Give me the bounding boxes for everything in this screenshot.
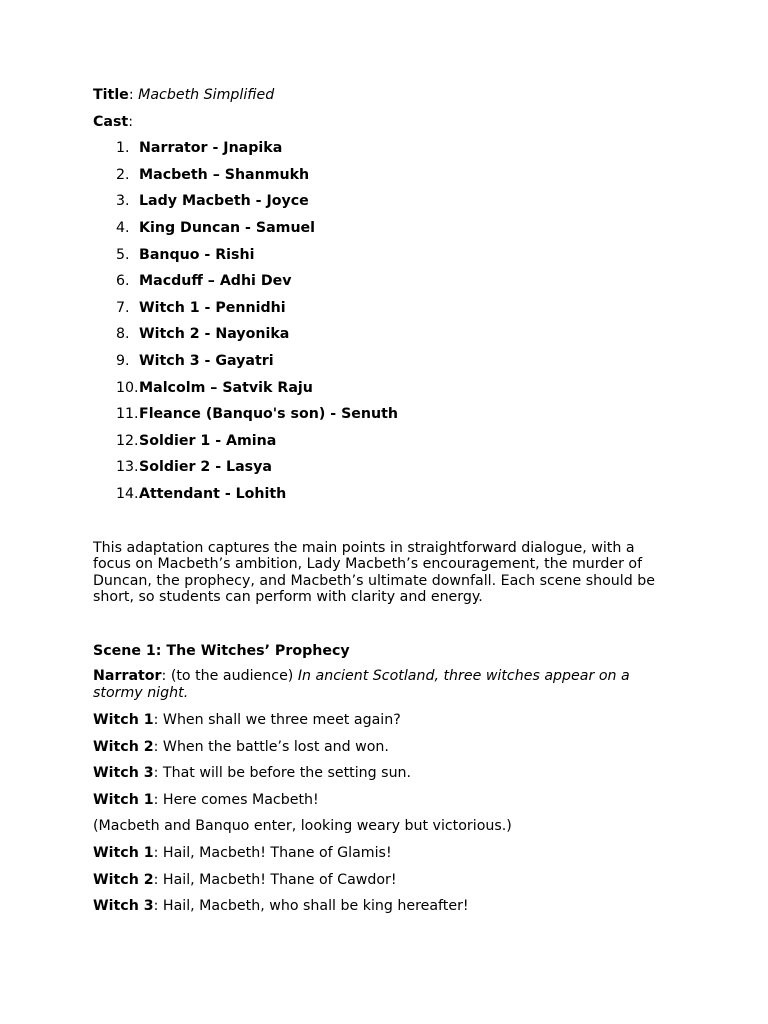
cast-item	[93, 352, 673, 379]
cast-item	[93, 432, 673, 459]
cast-item	[93, 379, 673, 406]
cast-item	[93, 219, 673, 246]
dialogue-text: : When shall we three meet again?	[153, 712, 401, 729]
cast-text: Macduff – Adhi Dev	[139, 273, 292, 290]
cast-item	[93, 485, 673, 512]
cast-number: 6.	[116, 273, 130, 290]
cast-text: Soldier 2 - Lasya	[139, 459, 272, 476]
cast-number: 9.	[116, 352, 130, 369]
narrator-line	[93, 668, 673, 701]
cast-text: Fleance (Banquo's son) - Senuth	[139, 406, 398, 423]
cast-item	[93, 139, 673, 166]
stage-direction-line	[93, 817, 673, 844]
cast-list	[93, 139, 673, 511]
cast-text: Attendant - Lohith	[139, 485, 287, 502]
cast-line: Cast:	[93, 113, 133, 130]
document-page	[93, 86, 673, 924]
cast-number: 1.	[116, 140, 130, 157]
dialogue-line	[93, 738, 673, 765]
cast-number: 14.	[116, 485, 139, 502]
dialogue-line	[93, 871, 673, 898]
cast-item	[93, 246, 673, 273]
cast-number: 13.	[116, 459, 139, 476]
cast-item	[93, 166, 673, 193]
cast-text: Macbeth – Shanmukh	[139, 166, 310, 183]
cast-item	[93, 299, 673, 326]
dialogue-line	[93, 791, 673, 818]
cast-number: 7.	[116, 299, 130, 316]
cast-item	[93, 192, 673, 219]
cast-text: Malcolm – Satvik Raju	[139, 379, 313, 396]
speaker-name: Witch 3	[93, 898, 154, 915]
dialogue-text: : Hail, Macbeth, who shall be king hereafter!	[153, 898, 469, 915]
speaker-name: Witch 1	[93, 791, 154, 808]
dialogue-line	[93, 844, 673, 871]
narration-text: In ancient Scotland, three witches appear on a stormy night.	[93, 668, 630, 701]
dialogue-text: : When the battle’s lost and won.	[153, 738, 389, 755]
dialogue-line	[93, 711, 673, 738]
dialogue-text: : Here comes Macbeth!	[153, 791, 319, 808]
cast-text: Witch 1 - Pennidhi	[139, 299, 286, 316]
dialogue-text: : That will be before the setting sun.	[153, 765, 412, 782]
speaker-name: Witch 3	[93, 765, 154, 782]
cast-text: Witch 2 - Nayonika	[139, 326, 290, 343]
cast-number: 5.	[116, 246, 130, 263]
cast-item	[93, 272, 673, 299]
title-label: Title	[93, 87, 129, 103]
speaker-name: Narrator	[93, 668, 162, 685]
speaker-name: Witch 2	[93, 738, 154, 755]
cast-number: 3.	[116, 193, 130, 210]
dialogue-line	[93, 764, 673, 791]
cast-number: 8.	[116, 326, 130, 343]
scene-heading: Scene 1: The Witches’ Prophecy	[93, 642, 350, 659]
title-value: Macbeth Simplified	[138, 87, 275, 103]
cast-number: 2.	[116, 166, 130, 183]
speaker-name: Witch 1	[93, 845, 154, 862]
cast-number: 12.	[116, 432, 139, 449]
speaker-name: Witch 2	[93, 871, 154, 888]
cast-number: 10.	[116, 379, 139, 396]
dialogue-text: : Hail, Macbeth! Thane of Glamis!	[153, 845, 392, 862]
intro-paragraph: This adaptation captures the main points in straightforward dialogue, with a focus on Macbeth’s ambition, Lady Macbeth’s encouragement, the murder of Duncan, the prophecy, and Macbeth’s ultimate downfall. Each scene should be short, so students can perform with clarity and energy.	[93, 539, 655, 605]
cast-item	[93, 325, 673, 352]
cast-text: Narrator - Jnapika	[139, 140, 283, 157]
cast-item	[93, 405, 673, 432]
cast-text: Witch 3 - Gayatri	[139, 352, 274, 369]
cast-number: 4.	[116, 219, 130, 236]
dialogue-text: : Hail, Macbeth! Thane of Cawdor!	[153, 871, 397, 888]
cast-text: Banquo - Rishi	[139, 246, 255, 263]
cast-text: King Duncan - Samuel	[139, 219, 316, 236]
dialogue-line	[93, 897, 673, 924]
cast-label: Cast	[93, 113, 129, 130]
speaker-name: Witch 1	[93, 712, 154, 729]
title-line: Title: Macbeth Simplified	[93, 87, 275, 103]
cast-item	[93, 458, 673, 485]
cast-text: Lady Macbeth - Joyce	[139, 193, 309, 210]
stage-direction: (Macbeth and Banquo enter, looking weary but victorious.)	[93, 818, 512, 835]
stage-direction: : (to the audience)	[161, 668, 298, 685]
cast-number: 11.	[116, 406, 139, 423]
cast-text: Soldier 1 - Amina	[139, 432, 277, 449]
